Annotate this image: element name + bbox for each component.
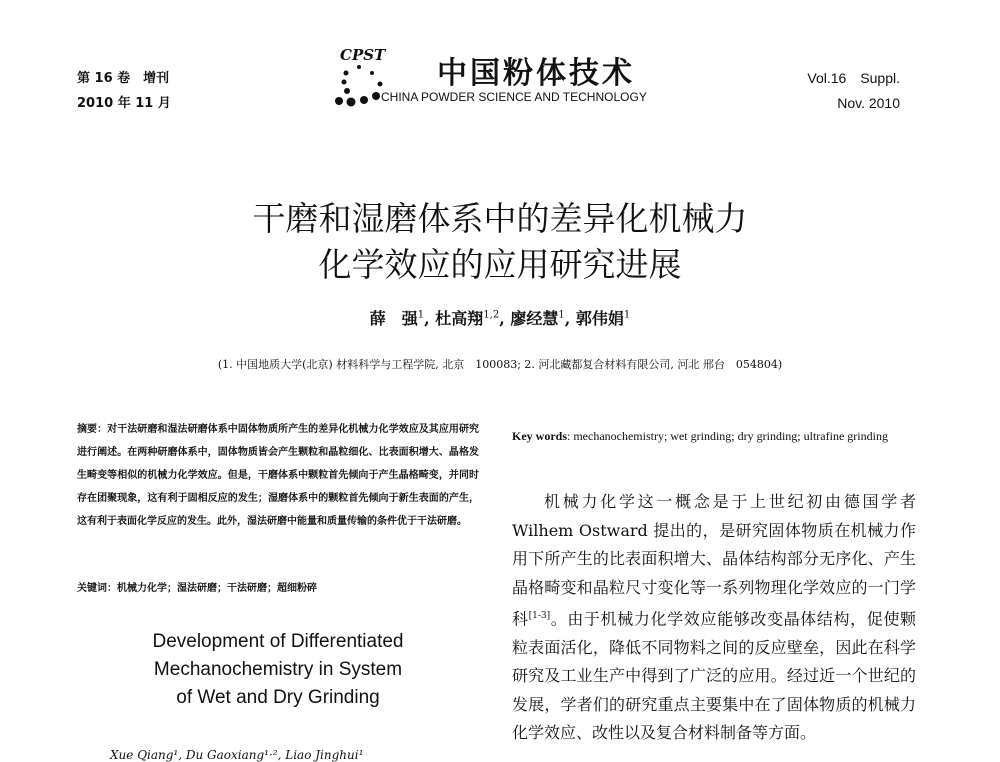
journal-name-en: CHINA POWDER SCIENCE AND TECHNOLOGY <box>381 90 647 104</box>
author: 杜高翔 <box>435 309 484 328</box>
en-title-line-2: Mechanochemistry in System <box>153 659 403 680</box>
date-line-en: Nov. 2010 <box>837 95 900 111</box>
volume-line: 第 16 卷 增刊 <box>77 71 170 86</box>
keywords-cn: 关键词：机械力化学；湿法研磨；干法研磨；超细粉碎 <box>77 583 317 594</box>
affiliation: (1. 中国地质大学(北京) 材料科学与工程学院, 北京 100083; 2. 河北藏都复合材料有限公司, 河北 邢台 054804) <box>217 358 783 371</box>
title-line-2: 化学效应的应用研究进展 <box>318 245 682 284</box>
logo-text: CPST <box>340 46 386 64</box>
author-affil: 1 <box>558 309 565 321</box>
date-line: 2010 年 11 月 <box>77 96 171 111</box>
journal-volume-en <box>807 66 900 116</box>
body-paragraph <box>512 488 916 748</box>
english-title <box>77 628 479 712</box>
citation-ref[interactable]: [1-3] <box>528 611 551 621</box>
author-affil: 1 <box>417 309 425 321</box>
author-affil: 1 <box>623 309 631 321</box>
keywords-en: Key words: mechanochemistry; wet grinding; dry grinding; ultrafine grinding <box>512 429 888 443</box>
keywords-en-text: mechanochemistry; wet grinding; dry grinding; ultrafine grinding <box>573 429 888 443</box>
en-title-line-3: of Wet and Dry Grinding <box>176 687 380 708</box>
english-authors: Xue Qiang¹, Du Gaoxiang¹·², Liao Jinghui¹ <box>110 748 364 762</box>
author-list: 薛 强$^1$, 杜高翔$^{1,2}$, 廖经慧$^1$, 郭伟娟$^1$ <box>369 309 631 328</box>
author-affil: 1,2 <box>483 309 500 321</box>
author: 廖经慧 <box>510 309 559 328</box>
author: 薛 强 <box>369 309 418 328</box>
title-line-1: 干磨和湿磨体系中的差异化机械力 <box>252 199 748 238</box>
body-text-part2: 。由于机械力化学效应能够改变晶体结构，促使颗粒表面活化，降低不同物料之间的反应壁垒，因此在科学研究及工业生产中得到了广泛的应用。经过近一个世纪的发展，学者们的研究重点主要集中在了固体物质的机械力化学效应、改性以及复合材料制备等方面。 <box>512 609 916 743</box>
en-title-line-1: Development of Differentiated <box>152 631 404 652</box>
journal-volume-cn <box>77 66 171 116</box>
keywords-en-label: Key words <box>512 429 567 443</box>
body-text-part1: 机械力化学这一概念是于上世纪初由德国学者 Wilhem Ostward 提出的，是研究固体物质在机械力作用下所产生的比表面积增大、晶体结构部分无序化、产生晶格畸变和晶粒尺寸变化等一系列物理化学效应的一门学科 <box>512 492 916 629</box>
volume-line-en: Vol.16 Suppl. <box>807 70 900 86</box>
journal-name-cn: 中国粉体技术 <box>437 56 635 91</box>
paper-title <box>0 196 1000 288</box>
abstract-cn: 摘要：对干法研磨和湿法研磨体系中固体物质所产生的差异化机械力化学效应及其应用研究进行阐述。在两种研磨体系中，固体物质皆会产生颗粒和晶粒细化、比表面积增大、晶格发生畸变等相似的机械力化学效应。但是，干磨体系中颗粒首先倾向于产生晶格畸变，并同时存在团聚现象，这有利于固相反应的发生；湿磨体系中的颗粒首先倾向于新生表面的产生，这有利于表面化学反应的发生。此外，湿法研磨中能量和质量传输的条件优于干法研磨。 <box>77 424 479 527</box>
author: 郭伟娟 <box>575 309 624 328</box>
